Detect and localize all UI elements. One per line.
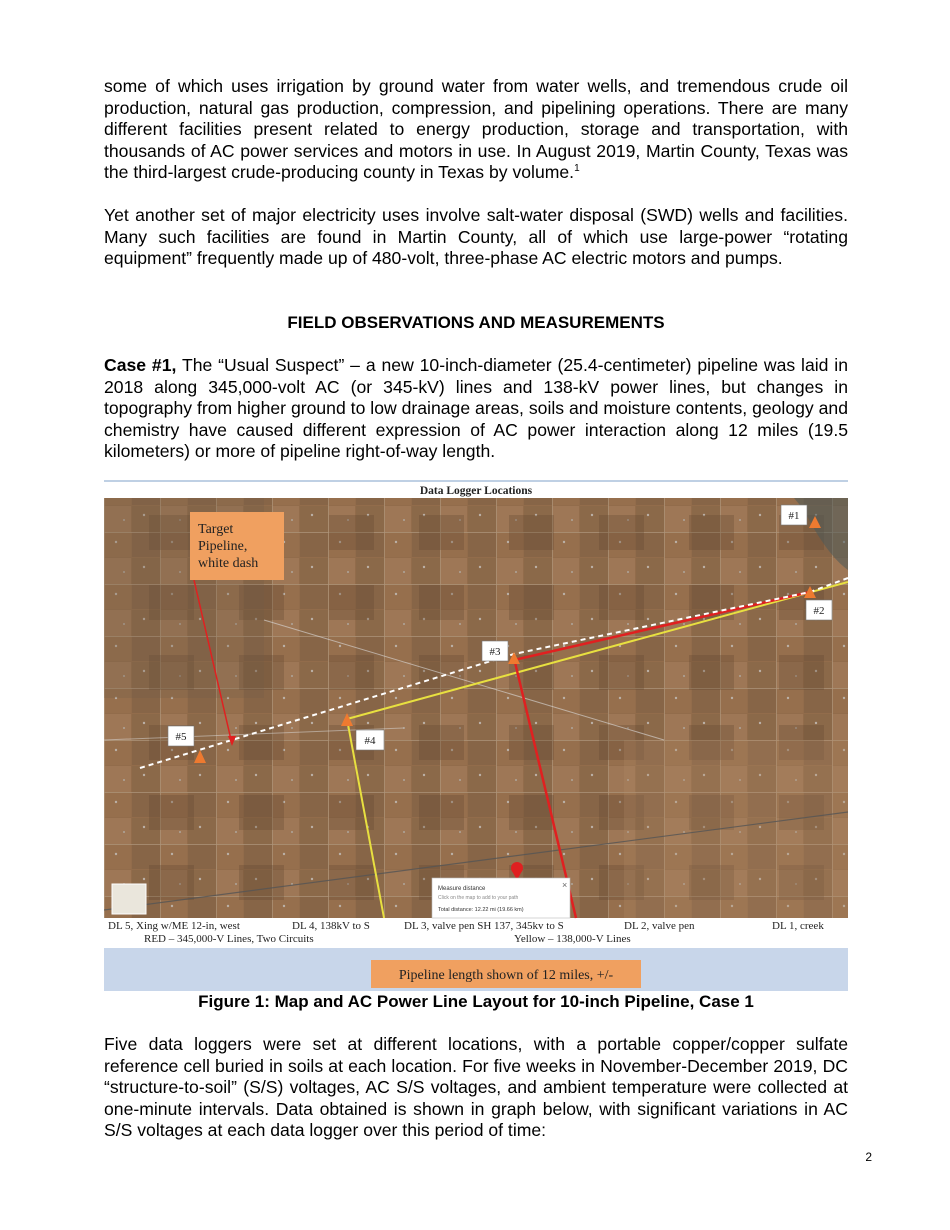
callout-line-3: white dash: [198, 556, 259, 571]
target-pipeline-callout: [190, 512, 284, 580]
map-thumbnail-icon[interactable]: [112, 884, 146, 914]
logger-label-dl4: DL 4, 138kV to S: [292, 920, 370, 932]
marker-2-label: #2: [813, 605, 825, 617]
marker-3-label: #3: [489, 646, 501, 658]
logger-label-dl2: DL 2, valve pen: [624, 920, 695, 932]
paragraph-data-loggers: Five data loggers were set at different locations, with a portable copper/copper sulfate reference cell buried in soils at each location. For five weeks in November-December 2019, DC “structure-to-soil” (S/S) voltages, AC S/S voltages, and ambient temperature were collected at one-minute intervals. Data obtained is shown in graph below, with significant variations in AC S/S voltages at each data logger over this period of time:: [104, 1034, 848, 1141]
logger-label-dl1: DL 1, creek: [772, 920, 824, 932]
paragraph-intro: [104, 76, 848, 184]
case-label: Case #1,: [104, 355, 177, 375]
measure-hint: Click on the map to add to your path: [438, 895, 519, 901]
measure-total: Total distance: 12.22 mi (19.66 km): [438, 907, 524, 913]
map-title: Data Logger Locations: [419, 485, 533, 497]
measure-title: Measure distance: [438, 886, 486, 892]
page-number: 2: [865, 1150, 872, 1164]
callout-line-2: Pipeline,: [198, 539, 248, 554]
marker-1-label: #1: [788, 510, 800, 522]
length-note: Pipeline length shown of 12 miles, +/-: [398, 968, 614, 983]
figure-caption: Figure 1: Map and AC Power Line Layout for 10-inch Pipeline, Case 1: [198, 992, 754, 1011]
section-heading: FIELD OBSERVATIONS AND MEASUREMENTS: [287, 313, 665, 332]
measure-distance-box[interactable]: [432, 878, 570, 918]
callout-line-1: Target: [198, 522, 234, 537]
paragraph-intro-text: some of which uses irrigation by ground water from water wells, and tremendous crude oil production, natural gas production, compression, and pipelining operations. There are many different facilities present related to energy production, storage and transportation, with thousands of AC power services and motors in use. In August 2019, Martin County, Texas was the third-largest crude-producing county in Texas by volume.: [104, 76, 848, 183]
marker-5-label: #5: [175, 731, 187, 743]
paragraph-case1-text: The “Usual Suspect” – a new 10-inch-diameter (25.4-centimeter) pipeline was laid in 2018 along 345,000-volt AC (or 345-kV) lines and 138-kV power lines, but changes in topography from higher ground to low drainage areas, soils and moisture contents, geology and chemistry have caused different expression of AC power interaction along 12 miles (19.5 kilometers) or more of pipeline right-of-way length.: [104, 355, 849, 462]
paragraph-case1: [104, 355, 848, 463]
map-figure: [104, 480, 848, 991]
measure-close-icon[interactable]: ×: [562, 880, 568, 890]
logger-label-dl5: DL 5, Xing w/ME 12-in, west: [108, 920, 240, 932]
marker-4-label: #4: [364, 735, 376, 747]
footnote-marker[interactable]: 1: [574, 163, 580, 175]
paragraph-swd: Yet another set of major electricity uses involve salt-water disposal (SWD) wells and facilities. Many such facilities are found in Martin County, all of which use large-power “rotating equipment” frequently made up of 480-volt, three-phase AC electric motors and pumps.: [104, 205, 848, 269]
legend-yellow: Yellow – 138,000-V Lines: [514, 933, 631, 945]
legend-red: RED – 345,000-V Lines, Two Circuits: [144, 933, 314, 945]
logger-label-dl3: DL 3, valve pen SH 137, 345kv to S: [404, 920, 564, 932]
